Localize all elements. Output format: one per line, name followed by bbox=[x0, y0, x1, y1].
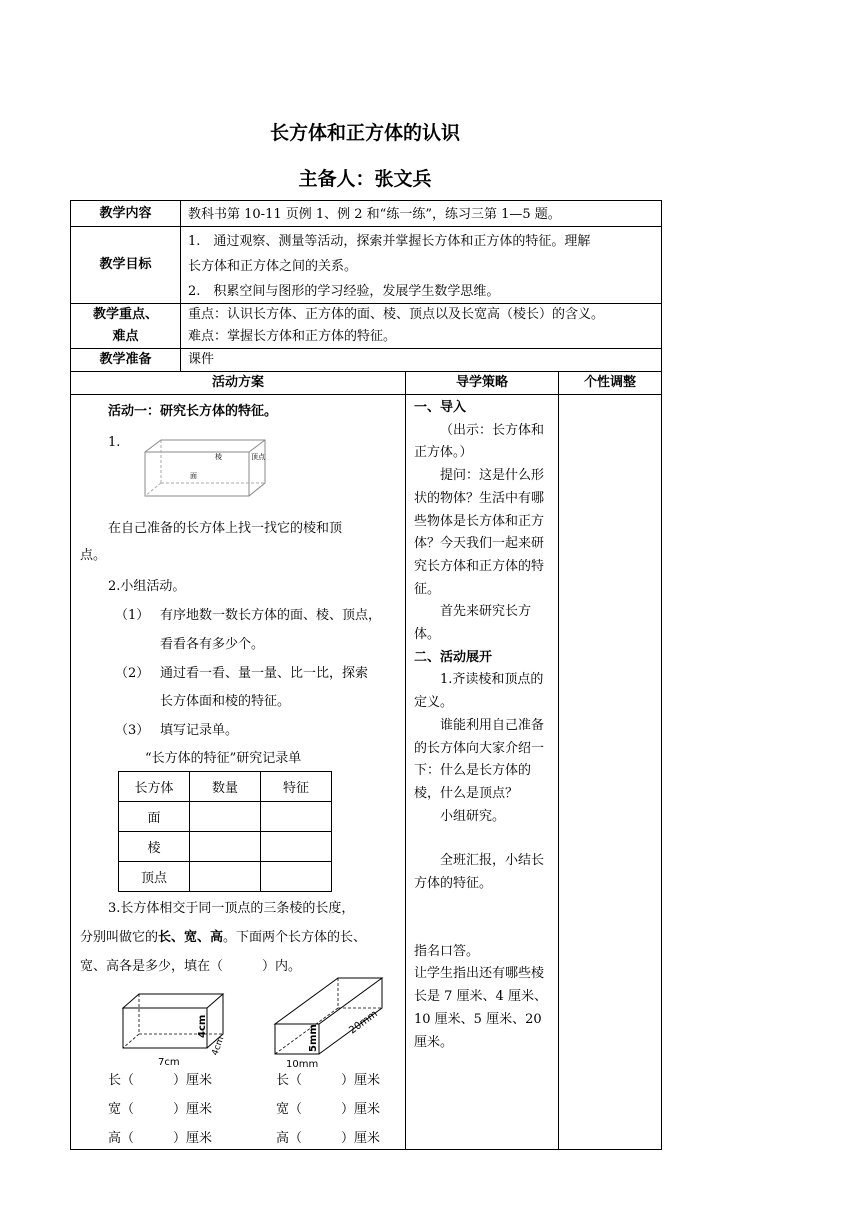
record-row-label: 棱 bbox=[119, 832, 190, 862]
fig3-length-label: 20mm bbox=[347, 1008, 380, 1037]
record-row bbox=[119, 862, 332, 892]
prep-text: 课件 bbox=[188, 352, 215, 367]
guide-paragraph: 谁能利用自己准备的长方体向大家介绍一下：什么是长方体的棱，什么是顶点？ bbox=[414, 717, 545, 801]
sub3-line1: 填写记录单。 bbox=[160, 723, 239, 738]
keypoints-label-2: 难点 bbox=[112, 329, 139, 344]
content-text: 教科书第 10-11 页例 1、例 2 和“练一练”，练习三第 1—5 题。 bbox=[188, 207, 561, 222]
item3-text: 分别叫做它的 bbox=[80, 930, 159, 945]
record-header: 特征 bbox=[261, 772, 332, 802]
record-cell[interactable] bbox=[261, 802, 332, 832]
cuboid-figure-3 bbox=[270, 972, 390, 1070]
record-cell[interactable] bbox=[261, 832, 332, 862]
fig2-length-label: 7cm bbox=[158, 1057, 180, 1068]
sub1-line2: 看看各有多少个。 bbox=[160, 637, 265, 652]
fig3-height-label: 5mm bbox=[308, 1024, 319, 1052]
keypoints-line1: 重点：认识长方体、正方体的面、棱、顶点以及长宽高（棱长）的含义。 bbox=[188, 307, 605, 322]
record-row-label: 面 bbox=[119, 802, 190, 832]
fill-width-left: 宽（ ）厘米 bbox=[108, 1102, 213, 1117]
item1-number: 1. bbox=[108, 435, 121, 450]
sub1-number: （1） bbox=[115, 608, 150, 623]
guide-paragraph: 让学生指出还有哪些棱长是 7 厘米、4 厘米、10 厘米、5 厘米、20 厘米。 bbox=[414, 966, 547, 1050]
guide-paragraph: 1.齐读棱和顶点的定义。 bbox=[414, 672, 544, 711]
fill-height-left: 高（ ）厘米 bbox=[108, 1131, 213, 1146]
item3-keywords: 长、宽、高 bbox=[158, 930, 224, 945]
item3-line3: 宽、高各是多少，填在（ ）内。 bbox=[80, 959, 302, 974]
guide-paragraph: 提问：这是什么形状的物体？生活中有哪些物体是长方体和正方体？今天我们一起来研究长方体和正方体的特征。 bbox=[414, 468, 545, 597]
record-row bbox=[119, 802, 332, 832]
sub2-number: （2） bbox=[115, 666, 150, 681]
column-adjust: 个性调整 bbox=[583, 375, 636, 390]
record-header: 数量 bbox=[190, 772, 261, 802]
record-row-label: 顶点 bbox=[119, 862, 190, 892]
sub1-line1: 有序地数一数长方体的面、棱、顶点， bbox=[160, 608, 382, 623]
column-activity: 活动方案 bbox=[211, 375, 264, 390]
record-cell[interactable] bbox=[190, 802, 261, 832]
record-cell[interactable] bbox=[261, 862, 332, 892]
record-header-row bbox=[119, 772, 332, 802]
record-row bbox=[119, 832, 332, 862]
fig1-face-label: 面 bbox=[190, 472, 197, 480]
item3-text: 。下面两个长方体的长、 bbox=[223, 930, 367, 945]
fig3-width-label: 10mm bbox=[286, 1059, 319, 1070]
guide-paragraph: 指名口答。 bbox=[414, 943, 480, 959]
fill-width-right: 宽（ ）厘米 bbox=[276, 1102, 381, 1117]
cuboid-figure-1 bbox=[135, 436, 290, 500]
fig2-height-label: 4cm bbox=[197, 1014, 208, 1038]
guide-column bbox=[414, 397, 556, 1054]
content-label: 教学内容 bbox=[99, 206, 152, 221]
fill-length-right: 长（ ）厘米 bbox=[276, 1073, 381, 1088]
record-header: 长方体 bbox=[119, 772, 190, 802]
cuboid-figure-2 bbox=[110, 990, 235, 1070]
goals-line3: 2. 积累空间与图形的学习经验，发展学生数学思维。 bbox=[188, 284, 500, 299]
record-cell[interactable] bbox=[190, 862, 261, 892]
keypoints-label-1: 教学重点、 bbox=[92, 307, 158, 322]
keypoints-line2: 难点：掌握长方体和正方体的特征。 bbox=[188, 329, 397, 344]
goals-line2: 长方体和正方体之间的关系。 bbox=[188, 259, 358, 274]
item3-line1: 3.长方体相交于同一顶点的三条棱的长度， bbox=[108, 901, 355, 916]
guide-paragraph: （出示：长方体和正方体。） bbox=[414, 422, 545, 461]
sub3-number: （3） bbox=[115, 723, 150, 738]
activity-heading: 活动一：研究长方体的特征。 bbox=[108, 404, 278, 419]
fig2-width-label: 4cm bbox=[210, 1035, 227, 1058]
record-table bbox=[118, 771, 332, 892]
sub2-line1: 通过看一看、量一量、比一比，探索 bbox=[160, 666, 369, 681]
record-title: “长方体的特征”研究记录单 bbox=[145, 751, 302, 766]
page-title: 长方体和正方体的认识 bbox=[269, 122, 460, 144]
guide-paragraph: 小组研究。 bbox=[440, 808, 506, 824]
find-line1: 在自己准备的长方体上找一找它的棱和顶 bbox=[108, 521, 343, 536]
sub2-line2: 长方体面和棱的特征。 bbox=[160, 694, 291, 709]
prep-label: 教学准备 bbox=[99, 352, 152, 367]
fig1-edge-label: 棱 bbox=[215, 453, 222, 461]
author: 主备人：张文兵 bbox=[298, 168, 432, 190]
goals-line1: 1. 通过观察、测量等活动，探索并掌握长方体和正方体的特征。理解 bbox=[188, 234, 591, 249]
fill-length-left: 长（ ）厘米 bbox=[108, 1073, 213, 1088]
column-guide: 导学策略 bbox=[455, 375, 508, 390]
fill-height-right: 高（ ）厘米 bbox=[276, 1131, 381, 1146]
guide-paragraph: 首先来研究长方体。 bbox=[414, 604, 532, 643]
find-line2: 点。 bbox=[80, 548, 107, 563]
guide-paragraph: 全班汇报，小结长方体的特征。 bbox=[414, 853, 545, 892]
guide-section-2: 二、活动展开 bbox=[414, 649, 493, 665]
item2: 2.小组活动。 bbox=[108, 579, 186, 594]
guide-section-1: 一、导入 bbox=[414, 400, 467, 415]
item3-line2 bbox=[80, 928, 366, 948]
fig1-vertex-label: 顶点 bbox=[251, 453, 265, 461]
record-cell[interactable] bbox=[190, 832, 261, 862]
goals-label: 教学目标 bbox=[99, 257, 152, 272]
